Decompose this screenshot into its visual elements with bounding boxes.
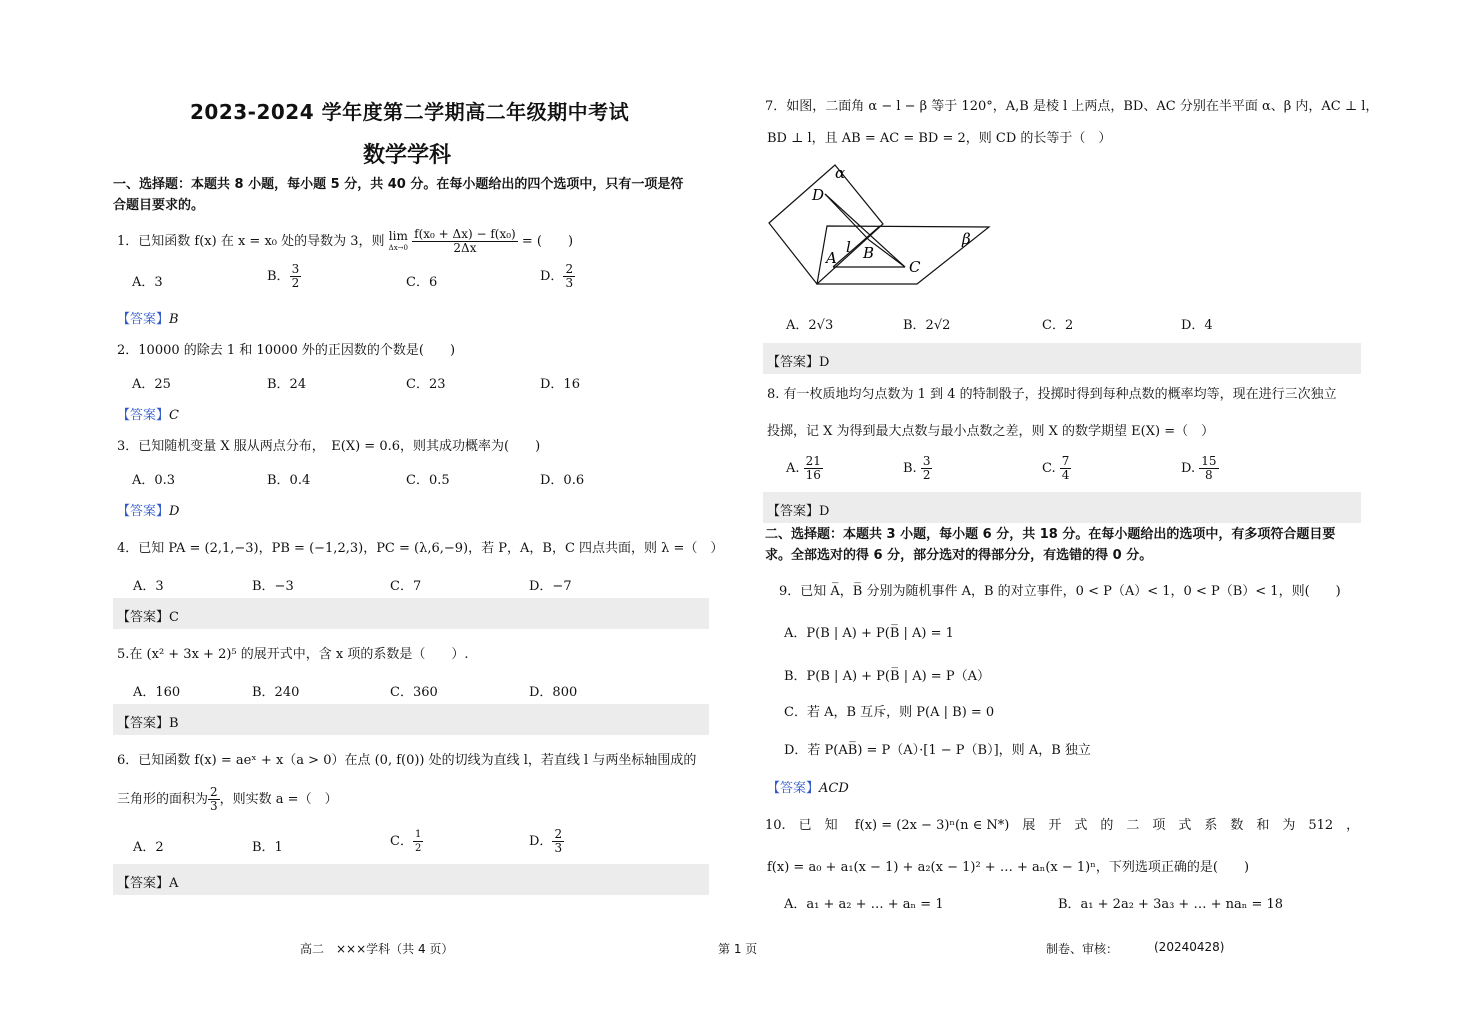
q7-option-b: B．2√2 (903, 318, 951, 333)
footer-left: 高二 ×××学科（共 4 页） (300, 942, 454, 956)
q5-option-d: D．800 (529, 685, 578, 700)
q4-option-b: B．−3 (252, 579, 294, 594)
q8-option-a: A. $\frac{21}{16}$ (786, 454, 821, 482)
q1-option-d: D． $\frac{2}{3}$ (540, 262, 574, 290)
q1-lim: lim (388, 228, 408, 243)
section2-heading-line2: 求。全部选对的得 6 分，部分选对的得部分分，有选错的得 0 分。 (765, 548, 1153, 563)
q1-option-a: A．3 (132, 275, 163, 290)
q4-answer-bar (113, 598, 709, 629)
q4-option-a: A．3 (133, 579, 164, 594)
q1-suffix: = ( ) (521, 234, 574, 249)
q6-option-c: C． $\frac{1}{2}$ (390, 829, 422, 854)
q5-answer: 【答案】B (117, 716, 179, 731)
q7-answer: 【答案】D (767, 355, 830, 370)
segment-bc (869, 240, 905, 267)
q5-stem: 5.在 (x² + 3x + 2)⁵ 的展开式中，含 x 项的系数是（ ）. (117, 647, 469, 662)
section1-heading (113, 174, 711, 216)
q5-option-a: A．160 (133, 685, 181, 700)
label-a: A (826, 249, 837, 267)
q7-option-c: C．2 (1042, 318, 1074, 333)
q5-answer-bar (113, 704, 709, 735)
q9-option-d: D．若 P(AB̅) = P（A）·[1 − P（B）]，则 A，B 独立 (784, 743, 1091, 758)
q2-option-b: B．24 (267, 377, 307, 392)
q1-numerator: f(x₀ + Δx) − f(x₀) (414, 227, 516, 241)
q8-option-d: D. $\frac{15}{8}$ (1181, 454, 1217, 482)
q8-option-b: B. $\frac{3}{2}$ (903, 454, 931, 482)
q1-stem (117, 228, 573, 255)
q2-option-a: A．25 (132, 377, 171, 392)
q7-stem-line1: 7．如图，二面角 α − l − β 等于 120°，A,B 是棱 l 上两点，BD、AC 分别在半平面 α、β 内，AC ⊥ l， (765, 99, 1379, 114)
label-d: D (812, 186, 825, 204)
q3-stem: 3．已知随机变量 X 服从两点分布， E(X) = 0.6，则其成功概率为( ) (117, 439, 541, 454)
q3-option-c: C．0.5 (406, 473, 450, 488)
section2-heading-line1: 二、选择题：本题共 3 小题，每小题 6 分，共 18 分。在每小题给出的选项中，有多项符合题目要 (765, 527, 1336, 542)
q5-option-c: C．360 (390, 685, 438, 700)
section2-heading (765, 524, 1363, 566)
q1-answer: 【答案】B (117, 312, 179, 327)
q4-answer: 【答案】C (117, 610, 179, 625)
q7-answer-bar (763, 343, 1361, 374)
q6-answer: 【答案】A (117, 876, 179, 891)
q4-stem: 4．已知 PA = (2,1,−3)，PB = (−1,2,3)，PC = (λ,6,−9)，若 P，A，B，C 四点共面，则 λ =（ ） (117, 541, 724, 556)
q2-option-c: C．23 (406, 377, 446, 392)
segment-bd (825, 194, 869, 240)
q10-option-a: A．a₁ + a₂ + … + aₙ = 1 (784, 897, 944, 912)
q6-stem-line1: 6．已知函数 f(x) = aeˣ + x（a > 0）在点 (0, f(0)) 处的切线为直线 l，若直线 l 与两坐标轴围成的 (117, 753, 697, 768)
q2-stem: 2．10000 的除去 1 和 10000 外的正因数的个数是( ) (117, 343, 456, 358)
q5-option-b: B．240 (252, 685, 300, 700)
q9-option-a: A．P(B | A) + P(B̅ | A) = 1 (784, 626, 954, 641)
q7-option-d: D．4 (1181, 318, 1213, 333)
q9-stem: 9．已知 A̅，B̅ 分别为随机事件 A，B 的对立事件，0 < P（A）< 1，0 < P（B）< 1，则( ) (779, 584, 1341, 599)
q4-option-c: C．7 (390, 579, 422, 594)
label-beta: β (962, 230, 971, 248)
q2-answer: 【答案】C (117, 408, 179, 423)
q3-option-b: B．0.4 (267, 473, 311, 488)
q6-option-a: A．2 (133, 840, 164, 855)
q3-option-d: D．0.6 (540, 473, 585, 488)
q1-option-c: C．6 (406, 275, 438, 290)
q9-answer: 【答案】ACD (767, 781, 849, 796)
q7-stem-line2: BD ⊥ l，且 AB = AC = BD = 2，则 CD 的长等于（ ） (767, 131, 1112, 146)
q6-stem-line2: 三角形的面积为 $\frac{2}{3}$ ，则实数 a =（ ） (117, 785, 338, 813)
q1-stem-prefix: 1．已知函数 f(x) 在 x = x₀ 处的导数为 3，则 (117, 234, 385, 249)
label-b: B (863, 244, 875, 262)
q6-answer-bar (113, 864, 709, 895)
label-l: l (846, 238, 851, 256)
q10-option-b: B．a₁ + 2a₂ + 3a₃ + … + naₙ = 18 (1058, 897, 1284, 912)
q4-option-d: D．−7 (529, 579, 572, 594)
q6-option-b: B．1 (252, 840, 283, 855)
q2-option-d: D．16 (540, 377, 580, 392)
q8-option-c: C. $\frac{7}{4}$ (1042, 454, 1070, 482)
subject-title: 数学学科 (363, 143, 452, 168)
q8-answer-bar (763, 492, 1361, 523)
dihedral-angle-figure (765, 160, 995, 292)
section1-heading-line2: 合题目要求的。 (113, 198, 205, 213)
q10-stem-line2: f(x) = a₀ + a₁(x − 1) + a₂(x − 1)² + … + aₙ(x − 1)ⁿ，下列选项正确的是( ) (767, 860, 1250, 875)
q6-option-d: D． $\frac{2}{3}$ (529, 827, 563, 855)
q8-stem-line2: 投掷，记 X 为得到最大点数与最小点数之差，则 X 的数学期望 E(X) =（ ） (767, 424, 1215, 439)
q1-denominator: 2Δx (453, 241, 477, 255)
q3-answer: 【答案】D (117, 504, 180, 519)
q8-stem-line1: 8. 有一枚质地均匀点数为 1 到 4 的特制骰子，投掷时得到每种点数的概率均等，现在进行三次独立 (767, 387, 1337, 402)
q10-stem-line1: 10. 已 知 f(x) = (2x − 3)ⁿ(n ∈ N*) 展 开 式 的 二 项 式 系 数 和 为 512 ， (765, 818, 1360, 833)
q3-option-a: A．0.3 (132, 473, 176, 488)
q8-answer: 【答案】D (767, 504, 830, 519)
q1-option-b: B． $\frac{3}{2}$ (267, 262, 300, 290)
q9-option-c: C．若 A，B 互斥，则 P(A | B) = 0 (784, 705, 995, 720)
q1-lim-sub: Δx→0 (388, 243, 408, 252)
footer-date: (20240428) (1154, 940, 1225, 954)
q9-option-b: B．P(B | A) + P(B̅ | A) = P（A） (784, 669, 990, 684)
section1-heading-line1: 一、选择题：本题共 8 小题，每小题 5 分，共 40 分。在每小题给出的四个选项中，只有一项是符 (113, 177, 684, 192)
label-alpha: α (835, 164, 846, 182)
exam-title: 2023-2024 学年度第二学期高二年级期中考试 (190, 100, 630, 124)
q7-option-a: A．2√3 (786, 318, 834, 333)
label-c: C (909, 258, 921, 276)
footer-review-label: 制卷、审核： (1046, 942, 1119, 956)
footer-page-number: 第 1 页 (718, 942, 758, 956)
